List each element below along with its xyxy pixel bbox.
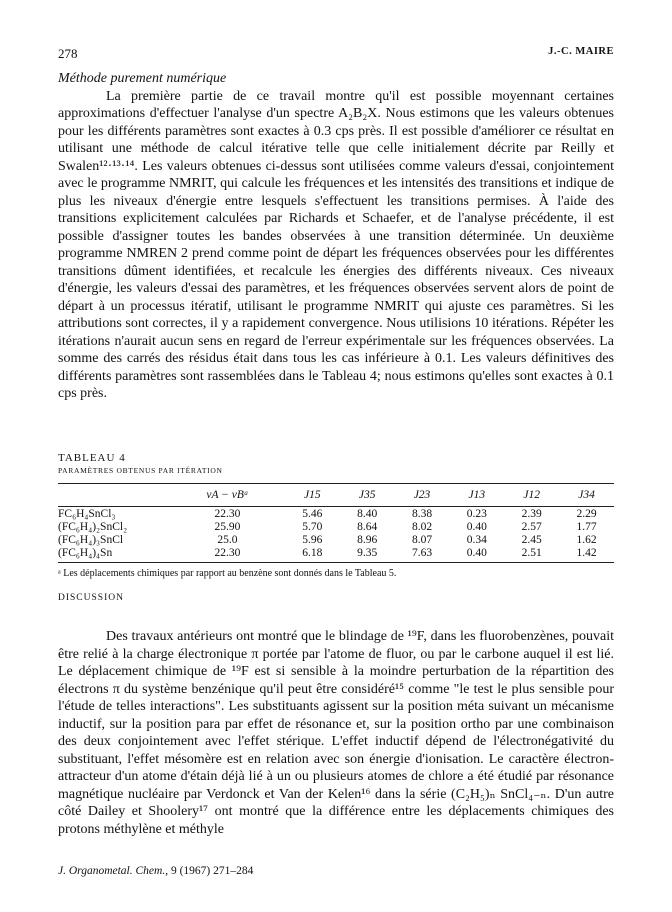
- value-cell: 1.62: [576, 533, 597, 546]
- value-cell: 0.40: [466, 546, 487, 559]
- column-header: J23: [413, 489, 431, 501]
- journal-name: J. Organometal. Chem.,: [58, 865, 169, 877]
- table-title: TABLEAU 4: [58, 452, 126, 464]
- running-head: J.-C. MAIRE: [548, 46, 614, 57]
- journal-volume: 9 (1967) 271–284: [170, 865, 254, 877]
- column-header: J12: [523, 489, 540, 501]
- column-header: [58, 484, 170, 507]
- value-cell: 0.40: [466, 520, 487, 533]
- value-cell: 1.42: [576, 546, 597, 559]
- body-paragraph: La première partie de ce travail montre qu'il est possible moyennant certaines approximations d'effectuer l'analyse d'un spectre A₂B₂X. Nous estimons que les valeurs obtenues pour les différents paramètres sont exactes à 0.3 cps près. Il est possible d'améliorer ce résultat en utilisant une méthode de calcul itérative telle que celle initialement décrite par Reilly et Swalen¹²·¹³·¹⁴. Les valeurs obtenues ci-dessus sont utilisées comme valeurs d'essai, conjointement avec le programme NMRIT, qui calcule les fréquences et les intensités des transitions et indique de plus les niveaux d'énergie entre lesquels s'effectuent les transitions permises. À l'aide des transitions explicitement calculées par Richards et Schaefer, et de l'analyse précédente, il est possible d'assigner toutes les bandes observées à une transition déterminée. Un deuxième programme NMREN 2 prend comme point de départ les fréquences observées pour les différentes transitions dûment identifiées, et recalcule les énergies des différents niveaux. Ces niveaux d'énergie, les valeurs d'essai des paramètres, et les fréquences observées servent alors de point de départ à un processus itératif, utilisant le programme NMRIT qui ajuste ces paramètres. Si les attributions sont correctes, il y a rapidement convergence. Nous utilisions 10 itérations. Répéter les itérations n'aurait aucun sens en regard de l'erreur expérimentale sur les fréquences observées. La somme des carrés des résidus était dans tous les cas inférieure à 0.1. Les valeurs définitives des différents paramètres sont rassemblées dans le Tableau 4; nous estimons qu'elles sont exactes à 0.1 cps près.: [58, 88, 614, 401]
- compound-cell: (FC₆H₄)₄Sn: [58, 546, 113, 559]
- section-heading: Méthode purement numérique: [58, 71, 227, 86]
- value-cell: 8.64: [357, 520, 378, 533]
- value-cell: 5.96: [302, 533, 323, 546]
- page-header: [58, 46, 614, 64]
- table-row: [58, 533, 614, 546]
- table-header-row: [58, 484, 614, 507]
- journal-citation: [58, 865, 253, 877]
- value-cell: 2.51: [521, 546, 542, 559]
- body-paragraph: Des travaux antérieurs ont montré que le blindage de ¹⁹F, dans les fluorobenzènes, pouvait être relié à la charge électronique π portée par l'atome de fluor, ou par le carbone auquel il est lié. Le déplacement chimique de ¹⁹F est si sensible à la moindre perturbation de la répartition des électrons π du système benzénique qu'il peut être considéré¹⁵ comme "le test le plus sensible pour l'étude de telles interactions". Les substituants agissent sur la position méta suivant un mécanisme inductif, sur la position para par effet de résonance et, sur la position ortho par une combinaison des deux conjointement avec l'effet stérique. L'effet inductif dépend de l'électronégativité du substituant, l'effet mésomère est en relation avec son énergie d'ionisation. Le caractère électron-attracteur d'un atome d'étain déjà lié à un ou plusieurs atomes de chlore a été étudié par résonance magnétique nucléaire par Verdonck et Van der Kelen¹⁶ dans la série (C₂H₅)ₙ SnCl₄₋ₙ. D'un autre côté Dailey et Shoolery¹⁷ ont montré que la différence entre les déplacements chimiques des protons méthylène et méthyle: [58, 629, 614, 837]
- section-discussion: [58, 628, 614, 838]
- page-number: 278: [58, 46, 78, 61]
- value-cell: 8.38: [411, 507, 433, 520]
- value-cell: 22.30: [214, 546, 241, 559]
- value-cell: 9.35: [357, 546, 378, 559]
- table-row: [58, 546, 614, 563]
- column-header: J34: [578, 489, 595, 501]
- table-subtitle: PARAMÈTRES OBTENUS PAR ITÉRATION: [58, 466, 223, 475]
- column-header: J13: [468, 489, 486, 501]
- value-cell: 22.30: [214, 507, 241, 520]
- value-cell: 8.40: [357, 507, 378, 520]
- value-cell: 5.70: [302, 520, 323, 533]
- column-header: J35: [358, 489, 376, 501]
- value-cell: 5.46: [302, 507, 323, 520]
- value-cell: 8.07: [411, 533, 433, 546]
- value-cell: 0.23: [466, 507, 487, 520]
- value-cell: 2.57: [521, 520, 542, 533]
- parameters-table: [58, 483, 614, 563]
- compound-cell: (FC₆H₄)₂SnCl₂: [58, 520, 128, 533]
- value-cell: 25.0: [217, 533, 238, 546]
- value-cell: 6.18: [302, 546, 323, 559]
- value-cell: 8.02: [411, 520, 433, 533]
- table-4: [58, 452, 614, 579]
- value-cell: 7.63: [411, 546, 433, 559]
- value-cell: 25.90: [214, 520, 241, 533]
- section-numeric-method: [58, 70, 614, 403]
- column-header: J15: [304, 489, 321, 501]
- value-cell: 0.34: [466, 533, 487, 546]
- value-cell: 1.77: [576, 520, 597, 533]
- table-row: [58, 507, 614, 521]
- value-cell: 2.29: [576, 507, 597, 520]
- value-cell: 8.96: [357, 533, 378, 546]
- value-cell: 2.39: [521, 507, 542, 520]
- compound-cell: FC₆H₄SnCl₃: [58, 507, 116, 520]
- table-row: [58, 520, 614, 533]
- column-header: νA − νBᵃ: [206, 489, 249, 501]
- value-cell: 2.45: [521, 533, 542, 546]
- compound-cell: (FC₆H₄)₃SnCl: [58, 533, 124, 546]
- discussion-heading: DISCUSSION: [58, 593, 124, 603]
- table-footnote: ᵃ Les déplacements chimiques par rapport au benzène sont donnés dans le Tableau 5.: [58, 568, 397, 579]
